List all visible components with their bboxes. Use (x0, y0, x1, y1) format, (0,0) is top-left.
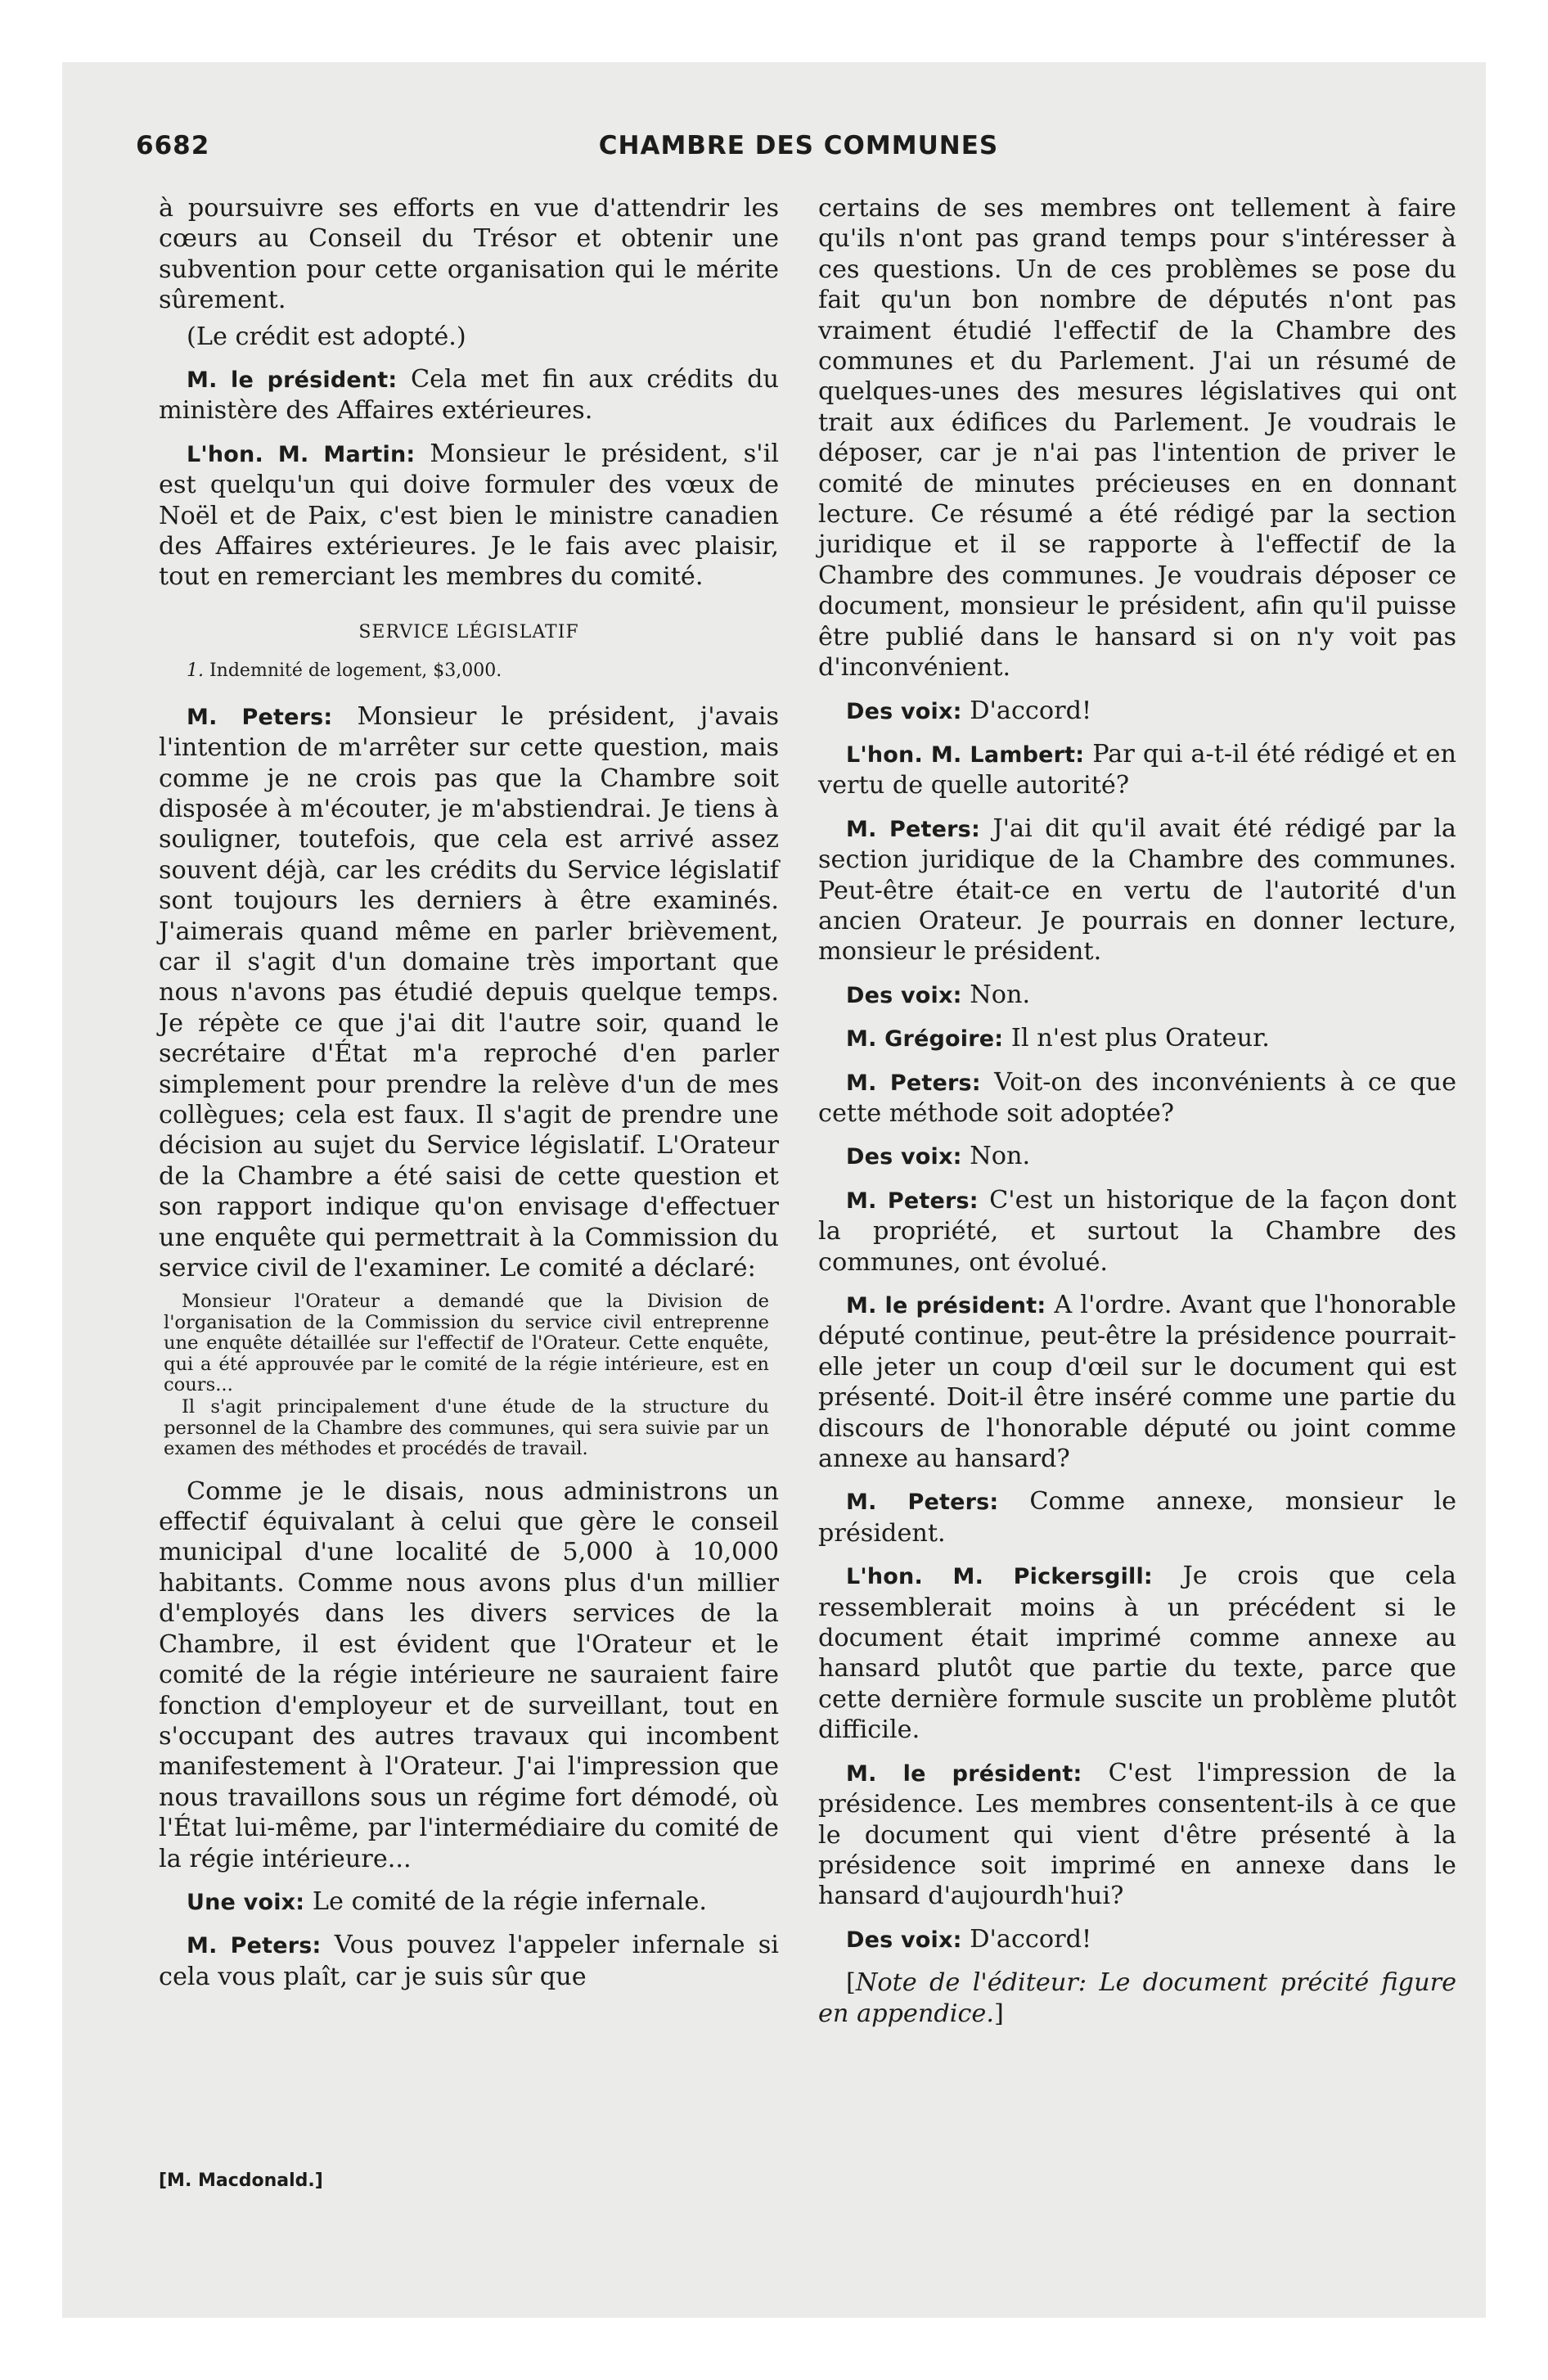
speech (159, 1886, 779, 1918)
speech-text: J'ai dit qu'il avait été rédigé par la section juridique de la Chambre des communes. Peut-être était-ce en vertu de l'autorité d'un ancien Orateur. Je pourrais en donner lecture, monsieur le président. (818, 814, 1456, 967)
speaker-name: Une voix: (187, 1889, 305, 1915)
speech-text: Le comité de la régie infernale. (304, 1886, 707, 1916)
page-header (136, 131, 1461, 174)
quoted-passage: Il s'agit principalement d'une étude de la structure du personnel de la Chambre des communes, qui sera suivie par un examen des méthodes et procédés de travail. (164, 1396, 769, 1460)
speaker-name: M. le président: (846, 1293, 1046, 1318)
speaker-name: M. le président: (846, 1760, 1082, 1787)
speaker-name: M. Peters: (187, 704, 333, 730)
vote-item (187, 656, 779, 686)
speech (818, 1561, 1456, 1745)
page-number: 6682 (136, 131, 210, 160)
left-column (159, 193, 779, 1998)
speaker-name: M. Peters: (846, 1188, 979, 1214)
speech (818, 696, 1456, 727)
speech (818, 1486, 1456, 1548)
editor-note-text: Note de l'éditeur: Le document précité figure en appendice. (818, 1968, 1456, 2028)
speaker-name: M. Peters: (846, 1070, 981, 1096)
speaker-name: M. Peters: (187, 1933, 322, 1959)
speech (818, 980, 1456, 1011)
speech-text: D'accord! (961, 696, 1092, 725)
speech (159, 364, 779, 426)
speaker-name: M. le président: (187, 367, 398, 394)
speech-text: Voit-on des inconvénients à ce que cette méthode soit adoptée? (818, 1067, 1457, 1128)
speech-text: Monsieur le président, s'il est quelqu'un qui doive formuler des vœux de Noël et de Paix, c'est bien le ministre canadien des Affaires extérieures. Je le fais avec plaisir, tout en remerciant les membres du comité. (159, 439, 779, 592)
speaker-name: Des voix: (846, 698, 962, 724)
speech (818, 1023, 1456, 1054)
speaker-name: M. Grégoire: (846, 1026, 1004, 1053)
speaker-name: L'hon. M. Lambert: (846, 741, 1085, 768)
speech (818, 1290, 1456, 1474)
paragraph: à poursuivre ses efforts en vue d'attendrir les cœurs au Conseil du Trésor et obtenir une subvention pour cette organisation qui le mérite sûrement. (159, 194, 779, 315)
quoted-passage: Monsieur l'Orateur a demandé que la Division de l'organisation de la Commission du service civil entreprenne une enquête détaillée sur l'effectif de l'Orateur. Cette enquête, qui a été approuvée par le comité de la régie intérieure, est en cours... (164, 1291, 769, 1396)
speech-text: Non. (961, 980, 1031, 1009)
speaker-name: M. Peters: (846, 816, 980, 842)
section-heading: SERVICE LÉGISLATIF (358, 621, 579, 642)
speech (818, 1185, 1456, 1278)
speech-text: Par qui a-t-il été rédigé et en vertu de quelle autorité? (818, 739, 1456, 800)
speech-text: D'accord! (961, 1924, 1092, 1954)
vote-text: Indemnité de logement, $3,000. (204, 660, 502, 682)
speech-text: Monsieur le président, j'avais l'intention de m'arrêter sur cette question, mais comme je ne crois pas que la Chambre soit disposée à m'écouter, je m'abstiendrai. Je tiens à souligner, toutefois, que cela est arrivé assez souvent déjà, car les crédits du Service législatif sont toujours les derniers à être examinés. J'aimerais quand même en parler brièvement, car il s'agit d'un domaine très important que nous n'avons pas étudié depuis quelque temps. Je répète ce que j'ai dit l'autre soir, quand le secrétaire d'État m'a reproché d'en parler simplement pour prendre la relève d'un de mes collègues; cela est faux. Il s'agit de prendre une décision au sujet du Service législatif. L'Orateur de la Chambre a été saisi de cette question et son rapport indique qu'on envisage d'effectuer une enquête qui permettrait à la Commission du service civil de l'examiner. Le comité a déclaré: (159, 701, 780, 1282)
speech (818, 1067, 1456, 1129)
speaker-name: Des voix: (846, 1144, 962, 1170)
speech (159, 1930, 779, 1992)
speech-text: Comme annexe, monsieur le président. (818, 1487, 1456, 1548)
speech-text: Il n'est plus Orateur. (1003, 1024, 1270, 1053)
speech (818, 1924, 1456, 1955)
paragraph: (Le crédit est adopté.) (187, 322, 466, 351)
speech (818, 814, 1456, 967)
bracket-close: ] (993, 1999, 1004, 2028)
bracket-open: [ (846, 1968, 856, 1998)
speaker-name: Des voix: (846, 982, 962, 1008)
speech (818, 1141, 1456, 1172)
speech (818, 1758, 1456, 1912)
speech-text: Vous pouvez l'appeler infernale si cela vous plaît, car je suis sûr que (159, 1931, 779, 1991)
paragraph: Comme je le disais, nous administrons un effectif équivalant à celui que gère le conseil municipal d'une localité de 5,000 à 10,000 habitants. Comme nous avons plus d'un millier d'employés dans les divers services de la Chambre, il est évident que l'Orateur et le comité de la régie intérieure ne sauraient faire fonction d'employeur et de surveillant, tout en s'occupant des autres travaux qui incombent manifestement à l'Orateur. J'ai l'impression que nous travaillons sous un régime fort démodé, où l'État lui-même, par l'intermédiaire du comité de la régie intérieure... (159, 1476, 779, 1873)
speaker-name: M. Peters: (846, 1490, 999, 1516)
speaker-name: L'hon. M. Martin: (187, 441, 416, 467)
footer-speaker-tag: [M. Macdonald.] (159, 2170, 323, 2191)
running-title: CHAMBRE DES COMMUNES (598, 131, 999, 160)
speech-text: Non. (961, 1142, 1031, 1171)
speech-text: Cela met fin aux crédits du ministère des Affaires extérieures. (159, 365, 779, 426)
editor-note (818, 1968, 1456, 2029)
speech-text: C'est un historique de la façon dont la propriété, et surtout la Chambre des communes, ont évolué. (818, 1185, 1457, 1277)
speech (818, 739, 1456, 801)
speech (159, 701, 779, 1284)
speech-text: A l'ordre. Avant que l'honorable député continue, peut-être la présidence pourrait-elle jeter un coup d'œil sur le document qui est présenté. Doit-il être inséré comme une partie du discours de l'honorable député ou joint comme annexe au hansard? (818, 1291, 1456, 1474)
speech-text: C'est l'impression de la présidence. Les membres consentent-ils à ce que le document qui vient d'être présenté à la présidence soit imprimé en annexe dans le hansard d'aujourdh'hui? (818, 1758, 1456, 1911)
speech-text: Je crois que cela ressemblerait moins à un précédent si le document était imprimé comme annexe au hansard plutôt que partie du texte, parce que cette dernière formule suscite un problème plutôt difficile. (818, 1562, 1456, 1745)
right-column (818, 193, 1456, 2035)
paragraph: certains de ses membres ont tellement à faire qu'ils n'ont pas grand temps pour s'intéresser à ces questions. Un de ces problèmes se pose du fait qu'un bon nombre de députés n'ont pas vraiment étudié l'effectif de la Chambre des communes et du Parlement. J'ai un résumé de quelques-unes des mesures législatives qui ont trait aux édifices du Parlement. Je voudrais le déposer, car je n'ai pas l'intention de priver le comité de minutes précieuses en en donnant lecture. Ce résumé a été rédigé par la section juridique et il se rapporte à l'effectif de la Chambre des communes. Je voudrais déposer ce document, monsieur le président, afin qu'il puisse être publié dans le hansard si on n'y voit pas d'inconvénient. (818, 194, 1456, 683)
vote-number: 1. (187, 660, 204, 682)
speaker-name: L'hon. M. Pickersgill: (846, 1564, 1153, 1590)
speaker-name: Des voix: (846, 1927, 962, 1953)
speech (159, 439, 779, 593)
